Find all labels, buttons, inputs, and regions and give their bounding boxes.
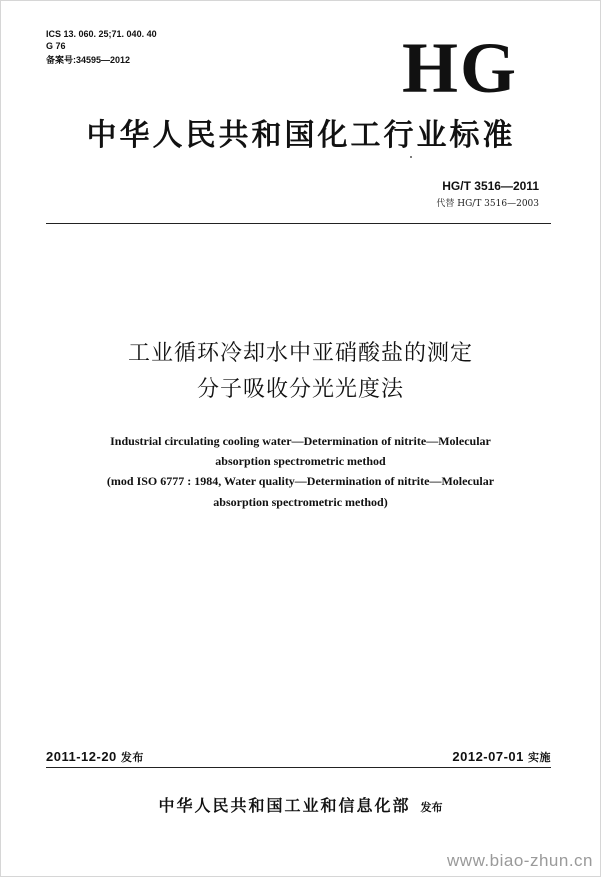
english-title-line4: absorption spectrometric method)	[213, 495, 388, 509]
chinese-title-line1: 工业循环冷却水中亚硝酸盐的测定	[127, 341, 473, 366]
english-title-line3: (mod ISO 6777 : 1984, Water quality—Determination of nitrite—Molecular	[106, 474, 495, 488]
english-title-line2: absorption spectrometric method	[215, 454, 386, 468]
decorative-dot	[410, 156, 412, 158]
replaces-standard: 代替 HG/T 3516—2003	[436, 199, 539, 209]
issue-date	[46, 748, 144, 767]
issue-date-value: 2011-12-20	[46, 749, 117, 764]
bottom-divider	[46, 767, 551, 768]
ics-code: ICS 13. 060. 25;71. 040. 40	[46, 29, 157, 39]
issue-date-label: 发布	[120, 751, 144, 764]
chinese-title-line2: 分子吸收分光光度法	[196, 377, 404, 402]
publisher-suffix: 发布	[420, 801, 443, 814]
english-title-line1: Industrial circulating cooling water—Determination of nitrite—Molecular	[110, 434, 491, 448]
record-number: 备案号:34595—2012	[46, 55, 131, 65]
impl-date-value: 2012-07-01	[452, 749, 524, 764]
publisher	[0, 793, 601, 821]
standard-code: HG/T 3516—2011	[442, 179, 539, 193]
ccs-code: G 76	[46, 41, 66, 51]
impl-date-label: 实施	[528, 751, 551, 764]
watermark: www.biao-zhun.cn	[447, 851, 593, 870]
implementation-date	[452, 748, 551, 767]
standard-type-title: 中华人民共和国化工行业标准	[86, 118, 516, 153]
publisher-name: 中华人民共和国工业和信息化部	[158, 796, 411, 815]
hg-logo: HG	[401, 28, 518, 108]
top-divider	[46, 223, 551, 224]
